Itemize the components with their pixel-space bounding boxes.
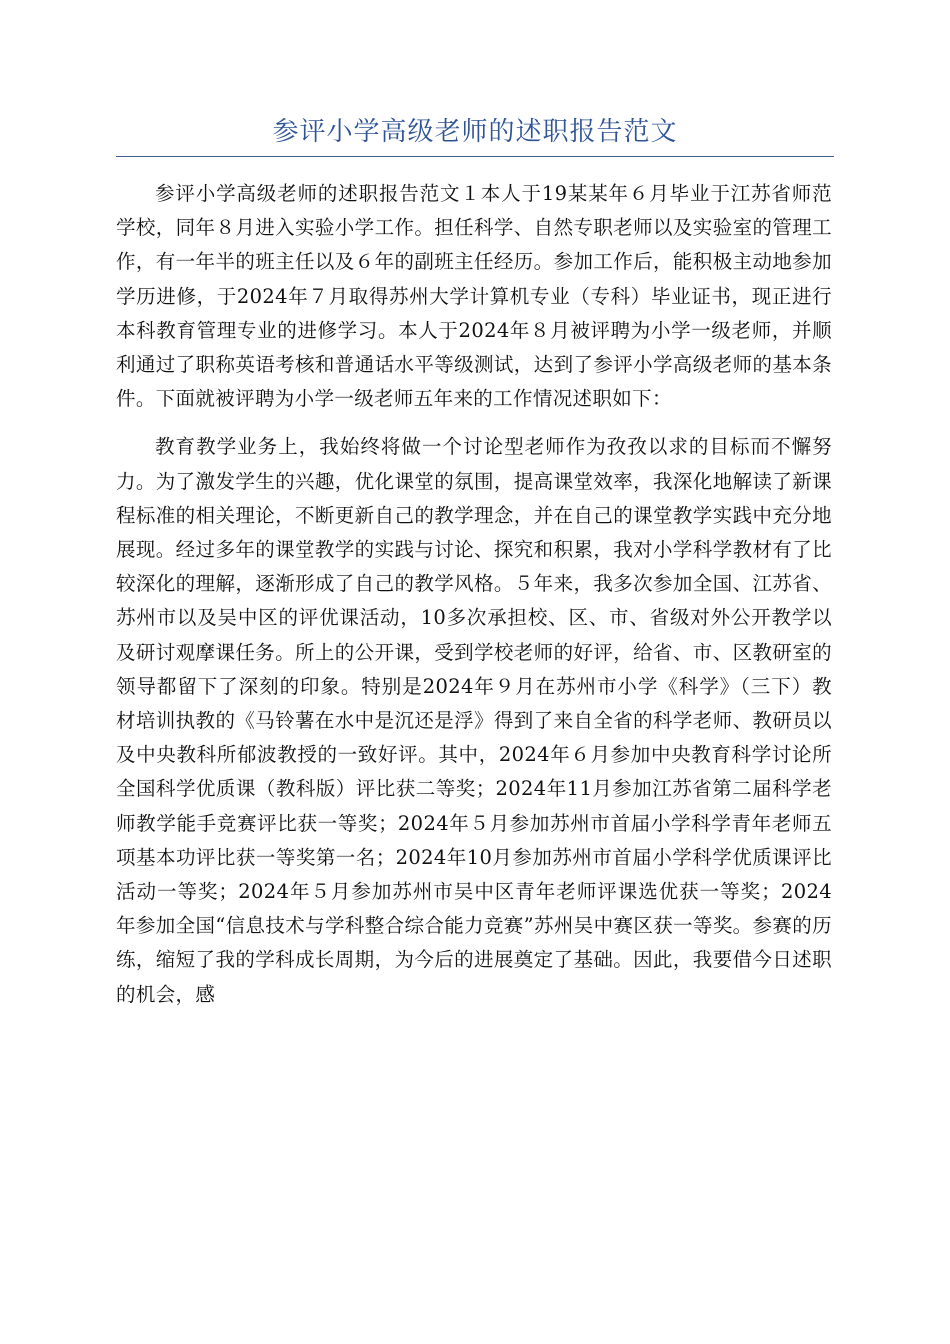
document-title: 参评小学高级老师的述职报告范文 [272,117,678,147]
paragraph-intro: 参评小学高级老师的述职报告范文１本人于19某某年６月毕业于江苏省师范学校，同年８月进入实验小学工作。担任科学、自然专职老师以及实验室的管理工作，有一年半的班主任以及６年的副班主任经历。参加工作后，能积极主动地参加学历进修，于2024年７月取得苏州大学计算机专业（专科）毕业证书，现正进行本科教育管理专业的进修学习。本人于2024年８月被评聘为小学一级老师，并顺利通过了职称英语考核和普通话水平等级测试，达到了参评小学高级老师的基本条件。下面就被评聘为小学一级老师五年来的工作情况述职如下： [116,182,832,411]
paragraph-teaching: 教育教学业务上，我始终将做一个讨论型老师作为孜孜以求的目标而不懈努力。为了激发学生的兴趣，优化课堂的氛围，提高课堂效率，我深化地解读了新课程标准的相关理论，不断更新自己的教学理念，并在自己的课堂教学实践中充分地展现。经过多年的课堂教学的实践与讨论、探究和积累，我对小学科学教材有了比较深化的理解，逐渐形成了自己的教学风格。５年来，我多次参加全国、江苏省、苏州市以及吴中区的评优课活动，10多次承担校、区、市、省级对外公开教学以及研讨观摩课任务。所上的公开课，受到学校老师的好评，给省、市、区教研室的领导都留下了深刻的印象。特别是2024年９月在苏州市小学《科学》（三下）教材培训执教的《马铃薯在水中是沉还是浮》得到了来自全省的科学老师、教研员以及中央教科所郁波教授的一致好评。其中，2024年６月参加中央教育科学讨论所全国科学优质课（教科版）评比获二等奖；2024年11月参加江苏省第二届科学老师教学能手竞赛评比获一等奖；2024年５月参加苏州市首届小学科学青年老师五项基本功评比获一等奖第一名；2024年10月参加苏州市首届小学科学优质课评比活动一等奖；2024年５月参加苏州市吴中区青年老师评课选优获一等奖；2024年参加全国“信息技术与学科整合综合能力竞赛”苏州吴中赛区获一等奖。参赛的历练，缩短了我的学科成长周期，为今后的进展奠定了基础。因此，我要借今日述职的机会，感 [116,435,832,1006]
title-block [116,112,834,157]
document-body [116,177,832,1012]
